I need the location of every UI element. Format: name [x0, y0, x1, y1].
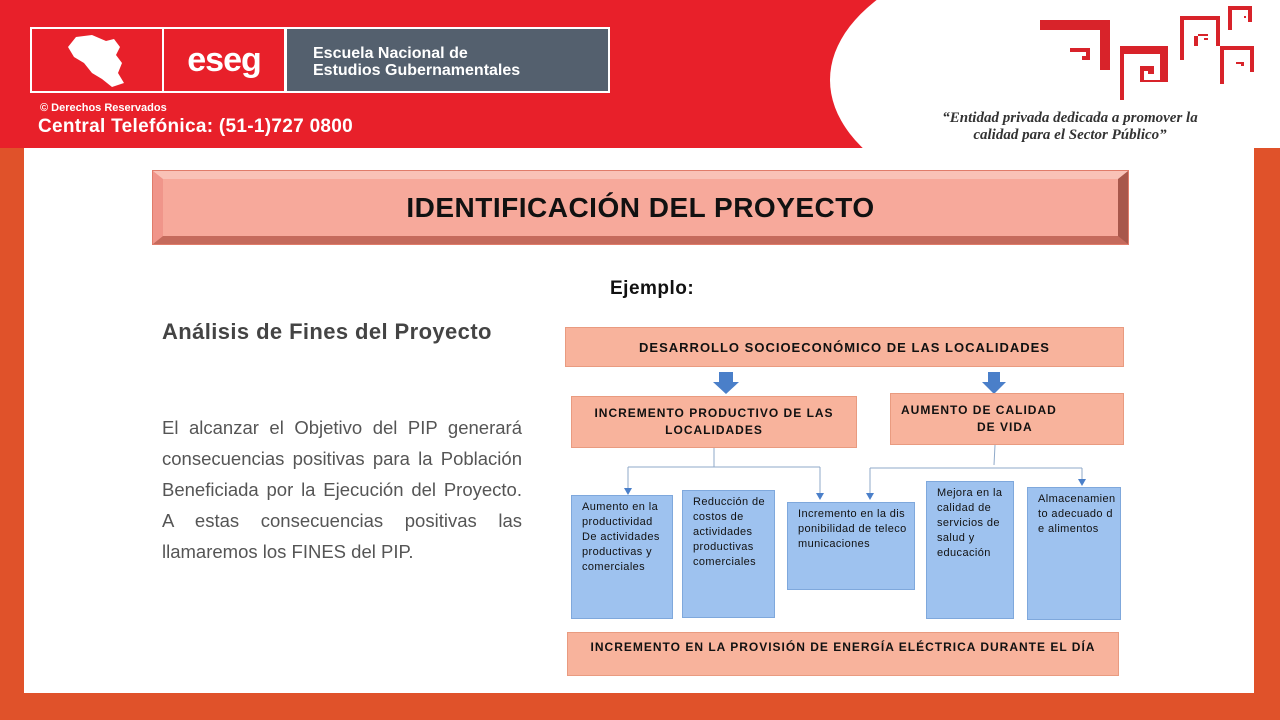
fin-ultimo-box: DESARROLLO SOCIOECONÓMICO DE LAS LOCALIDADES — [565, 327, 1124, 367]
down-arrow-icon — [713, 372, 1006, 394]
leaf-box-productividad: Aumento en la productividad De actividades productivas y comerciales — [571, 495, 673, 619]
fin-calidad-vida-box — [890, 393, 1124, 445]
copyright-text: © Derechos Reservados — [40, 102, 167, 114]
institution-line-2: Estudios Gubernamentales — [313, 62, 521, 79]
fin-calidad-vida-line-1: AUMENTO DE CALIDAD — [901, 403, 1057, 417]
leaf-box-almacenamiento: Almacenamiento adecuado de alimentos — [1027, 487, 1121, 620]
leaf-box-reduccion-costos: Reducción de costos de actividades productivas comerciales — [682, 490, 775, 618]
section-heading: Análisis de Fines del Proyecto — [162, 319, 492, 344]
section-body: El alcanzar el Objetivo del PIP generará consecuencias positivas para la Población Beneficiada por la Ejecución del Proyecto. A estas consecuencias positivas las llamaremos los FINES del PIP. — [162, 417, 522, 562]
example-label: Ejemplo: — [610, 278, 695, 299]
leaf-box-telecomunicaciones: Incremento en la disponibilidad de telecomunicaciones — [787, 502, 915, 590]
phone-text: Central Telefónica: (51-1)727 0800 — [38, 116, 354, 137]
tagline-line-1: “Entidad privada dedicada a promover la — [942, 110, 1198, 126]
leaf-box-salud-educacion: Mejora en la calidad de servicios de salud y educación — [926, 481, 1014, 619]
tagline-line-2: calidad para el Sector Público” — [973, 127, 1167, 143]
slide-title: IDENTIFICACIÓN DEL PROYECTO — [406, 191, 875, 223]
fin-calidad-vida-line-2: DE VIDA — [977, 420, 1033, 434]
fin-productivo-box: INCREMENTO PRODUCTIVO DE LAS LOCALIDADES — [571, 396, 857, 448]
objetivo-central-box: INCREMENTO EN LA PROVISIÓN DE ENERGÍA ELÉCTRICA DURANTE EL DÍA — [567, 632, 1119, 676]
institution-line-1: Escuela Nacional de — [313, 45, 468, 62]
eseg-logo-text: eseg — [164, 29, 284, 91]
